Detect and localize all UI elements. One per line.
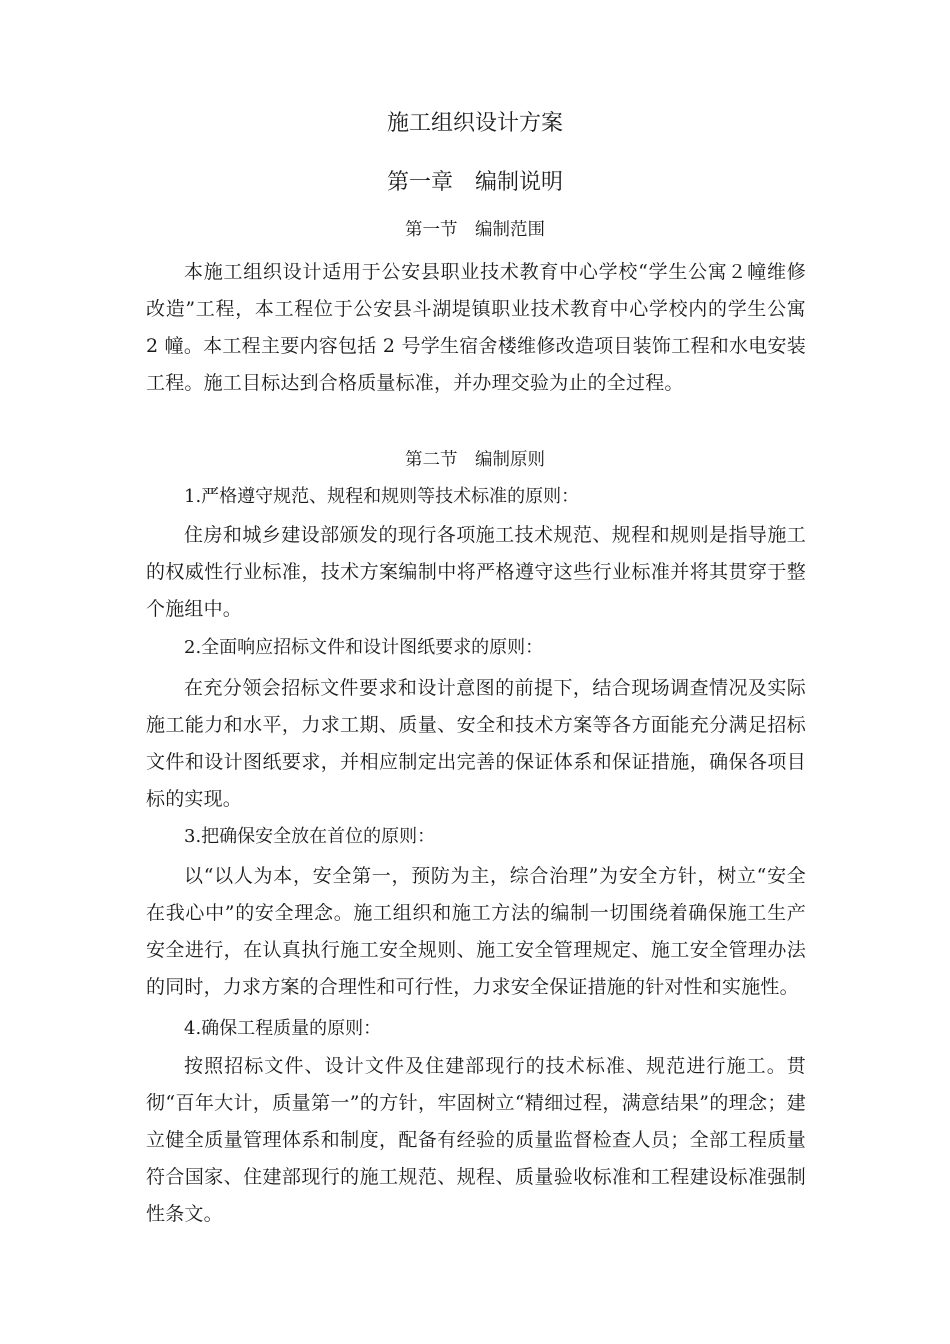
principle-heading-1: 1.严格遵守规范、规程和规则等技术标准的原则： <box>184 486 580 507</box>
chapter-title: 第一章 编制说明 <box>386 170 563 195</box>
document-title: 施工组织设计方案 <box>386 111 563 136</box>
section-title-scope: 第一节 编制范围 <box>405 220 545 240</box>
principle-text-1: 住房和城乡建设部颁发的现行各项施工技术规范、规程和规则是指导施工的权威性行业标准，技术方案编制中将严格遵守这些行业标准并将其贯穿于整个施组中。 <box>146 524 806 620</box>
principle-heading-4: 4.确保工程质量的原则： <box>184 1018 382 1039</box>
principle-heading-3: 3.把确保安全放在首位的原则： <box>184 826 436 847</box>
principle-text-2: 在充分领会招标文件要求和设计意图的前提下，结合现场调查情况及实际施工能力和水平，力求工期、质量、安全和技术方案等各方面能充分满足招标文件和设计图纸要求，并相应制定出完善的保证体系和保证措施，确保各项目标的实现。 <box>146 677 806 810</box>
section-title-principles: 第二节 编制原则 <box>405 450 545 470</box>
principle-heading-2: 2.全面响应招标文件和设计图纸要求的原则： <box>184 637 544 658</box>
principle-text-3: 以“以人为本，安全第一，预防为主，综合治理”为安全方针，树立“安全在我心中”的安全理念。施工组织和施工方法的编制一切围绕着确保施工生产安全进行，在认真执行施工安全规则、施工安全管理规定、施工安全管理办法的同时，力求方案的合理性和可行性，力求安全保证措施的针对性和实施性。 <box>146 865 806 998</box>
principle-text-4: 按照招标文件、设计文件及住建部现行的技术标准、规范进行施工。贯彻“百年大计，质量第一”的方针，牢固树立“精细过程，满意结果”的理念；建立健全质量管理体系和制度，配备有经验的质量监督检查人员；全部工程质量符合国家、住建部现行的施工规范、规程、质量验收标准和工程建设标准强制性条文。 <box>146 1055 806 1225</box>
scope-paragraph: 本施工组织设计适用于公安县职业技术教育中心学校“学生公寓２幢维修改造”工程，本工程位于公安县斗湖堤镇职业技术教育中心学校内的学生公寓 2 幢。本工程主要内容包括 2 号学生宿舍楼维修改造项目装饰工程和水电安装工程。施工目标达到合格质量标准，并办理交验为止的全过程。 <box>146 261 806 394</box>
